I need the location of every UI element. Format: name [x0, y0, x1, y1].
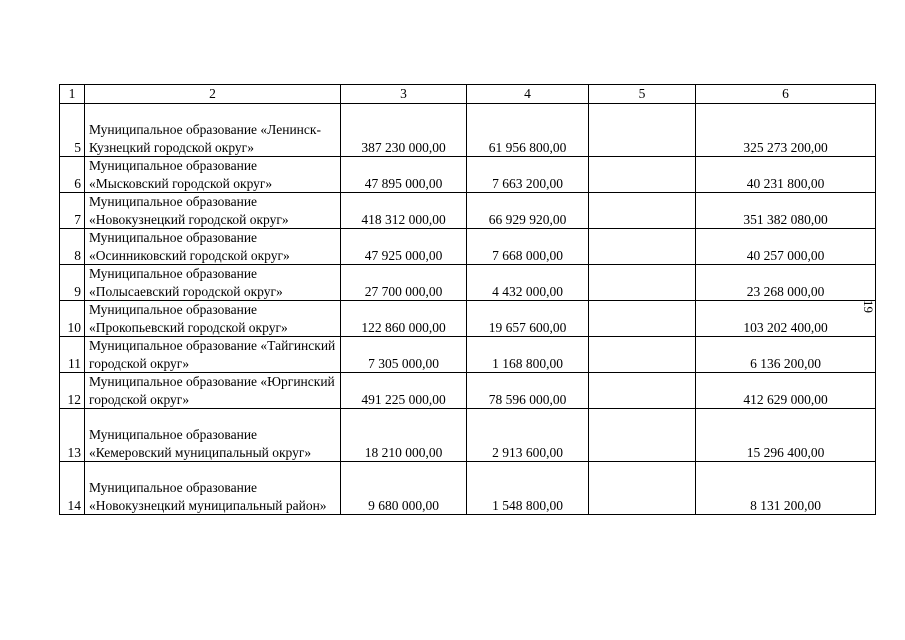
row-number: 11 — [60, 337, 85, 373]
municipality-name: Муниципальное образование «Тайгинский городской округ» — [85, 337, 341, 373]
amount-col5 — [589, 337, 696, 373]
table-row — [60, 157, 876, 193]
municipality-name: Муниципальное образование «Прокопьевский городской округ» — [85, 301, 341, 337]
table-row — [60, 373, 876, 409]
amount-col5 — [589, 373, 696, 409]
header-cell-2: 2 — [85, 85, 341, 104]
amount-col3: 387 230 000,00 — [341, 104, 467, 157]
header-cell-1: 1 — [60, 85, 85, 104]
row-number: 8 — [60, 229, 85, 265]
municipality-name: Муниципальное образование «Новокузнецкий муниципальный район» — [85, 462, 341, 515]
header-cell-6: 6 — [696, 85, 876, 104]
row-number: 9 — [60, 265, 85, 301]
amount-col3: 7 305 000,00 — [341, 337, 467, 373]
amount-col3: 47 925 000,00 — [341, 229, 467, 265]
row-number: 6 — [60, 157, 85, 193]
amount-col3: 47 895 000,00 — [341, 157, 467, 193]
amount-col3: 9 680 000,00 — [341, 462, 467, 515]
table-row — [60, 104, 876, 157]
amount-col6: 6 136 200,00 — [696, 337, 876, 373]
table-row — [60, 229, 876, 265]
municipality-name: Муниципальное образование «Ленинск-Кузнецкий городской округ» — [85, 104, 341, 157]
table-row — [60, 301, 876, 337]
amount-col3: 491 225 000,00 — [341, 373, 467, 409]
amount-col4: 4 432 000,00 — [467, 265, 589, 301]
municipality-name: Муниципальное образование «Осинниковский городской округ» — [85, 229, 341, 265]
amount-col3: 122 860 000,00 — [341, 301, 467, 337]
amount-col5 — [589, 157, 696, 193]
table-header-row — [60, 85, 876, 104]
budget-table — [59, 84, 876, 515]
table-row — [60, 193, 876, 229]
municipality-name: Муниципальное образование «Полысаевский городской округ» — [85, 265, 341, 301]
amount-col6: 103 202 400,00 — [696, 301, 876, 337]
amount-col5 — [589, 409, 696, 462]
header-cell-5: 5 — [589, 85, 696, 104]
header-cell-3: 3 — [341, 85, 467, 104]
row-number: 14 — [60, 462, 85, 515]
amount-col5 — [589, 193, 696, 229]
header-cell-4: 4 — [467, 85, 589, 104]
amount-col6: 351 382 080,00 — [696, 193, 876, 229]
amount-col6: 8 131 200,00 — [696, 462, 876, 515]
municipality-name: Муниципальное образование «Юргинский городской округ» — [85, 373, 341, 409]
amount-col6: 40 231 800,00 — [696, 157, 876, 193]
amount-col6: 15 296 400,00 — [696, 409, 876, 462]
amount-col3: 418 312 000,00 — [341, 193, 467, 229]
amount-col4: 78 596 000,00 — [467, 373, 589, 409]
amount-col4: 2 913 600,00 — [467, 409, 589, 462]
municipality-name: Муниципальное образование «Кемеровский муниципальный округ» — [85, 409, 341, 462]
row-number: 12 — [60, 373, 85, 409]
amount-col5 — [589, 462, 696, 515]
row-number: 10 — [60, 301, 85, 337]
row-number: 7 — [60, 193, 85, 229]
municipality-name: Муниципальное образование «Мысковский городской округ» — [85, 157, 341, 193]
amount-col5 — [589, 104, 696, 157]
amount-col3: 27 700 000,00 — [341, 265, 467, 301]
amount-col5 — [589, 265, 696, 301]
row-number: 5 — [60, 104, 85, 157]
amount-col4: 61 956 800,00 — [467, 104, 589, 157]
amount-col6: 40 257 000,00 — [696, 229, 876, 265]
table-row — [60, 337, 876, 373]
amount-col4: 1 548 800,00 — [467, 462, 589, 515]
amount-col4: 1 168 800,00 — [467, 337, 589, 373]
amount-col6: 325 273 200,00 — [696, 104, 876, 157]
page-number: 19 — [861, 300, 876, 313]
amount-col5 — [589, 229, 696, 265]
row-number: 13 — [60, 409, 85, 462]
amount-col4: 66 929 920,00 — [467, 193, 589, 229]
amount-col4: 7 663 200,00 — [467, 157, 589, 193]
amount-col3: 18 210 000,00 — [341, 409, 467, 462]
table-row — [60, 462, 876, 515]
amount-col6: 412 629 000,00 — [696, 373, 876, 409]
amount-col4: 7 668 000,00 — [467, 229, 589, 265]
municipality-name: Муниципальное образование «Новокузнецкий городской округ» — [85, 193, 341, 229]
amount-col5 — [589, 301, 696, 337]
amount-col6: 23 268 000,00 — [696, 265, 876, 301]
table-row — [60, 265, 876, 301]
table-row — [60, 409, 876, 462]
amount-col4: 19 657 600,00 — [467, 301, 589, 337]
